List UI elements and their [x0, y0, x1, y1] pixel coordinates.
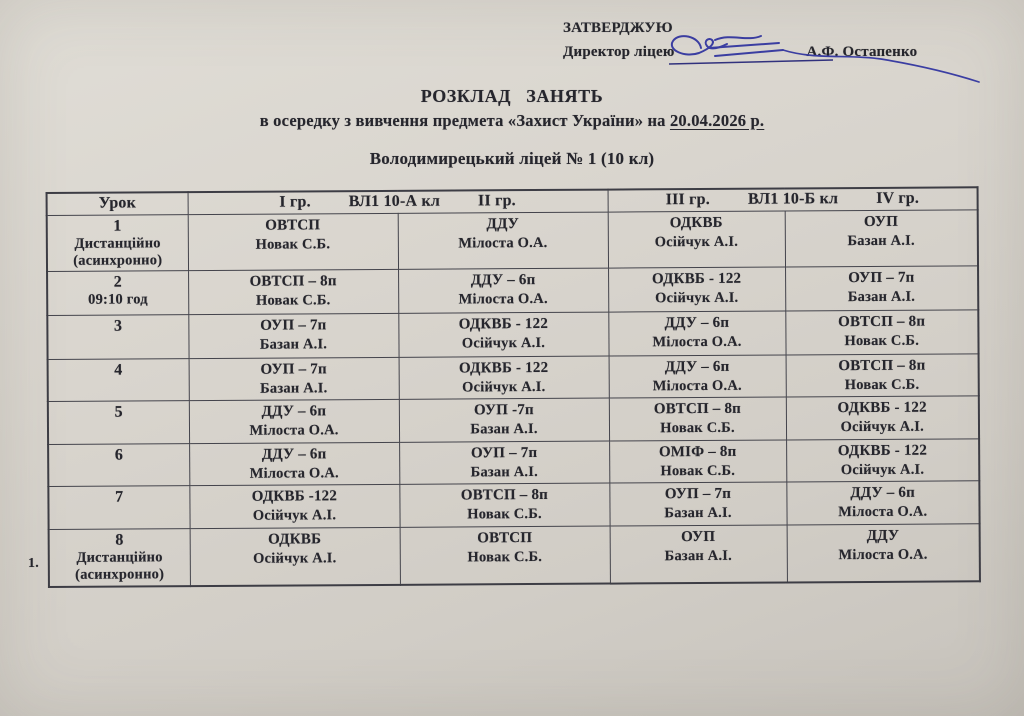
subject-text: ОДКВБ - 122 — [458, 315, 549, 333]
schedule-cell — [608, 311, 785, 356]
header-group-a-left: І гр. — [279, 193, 311, 211]
header-group-b — [608, 187, 978, 212]
approval-block — [563, 18, 917, 63]
subject-text: ОВТСП – 8п — [249, 273, 337, 290]
signer-name: А.Ф. Остапенко — [806, 44, 918, 60]
teacher-text: Осійчук А.І. — [840, 461, 925, 479]
header-group-a-right: ІІ гр. — [477, 192, 516, 210]
lesson-number: 2 — [113, 273, 122, 291]
schedule-cell — [786, 396, 979, 440]
lesson-note: (асинхронно) — [75, 566, 165, 583]
schedule-cell — [609, 440, 786, 483]
subject-text: ОВТСП – 8п — [838, 357, 926, 375]
subject-text: ОУП – 7п — [260, 361, 327, 378]
schedule-cell — [787, 524, 980, 582]
teacher-text: Базан А.І. — [470, 421, 538, 438]
header-group-b-left: ІІІ гр. — [665, 190, 710, 209]
schedule-cell — [608, 267, 785, 312]
subject-text: ДДУ — [486, 216, 520, 233]
teacher-text: Базан А.І. — [847, 288, 916, 306]
schedule-cell — [785, 210, 978, 267]
lesson-cell — [47, 215, 188, 272]
lesson-cell — [48, 444, 189, 487]
schedule-cell — [610, 525, 787, 583]
header-lesson: Урок — [47, 192, 188, 215]
schedule-cell — [609, 397, 786, 441]
subject-text: ОДКВБ - 122 — [837, 442, 928, 460]
schedule-cell — [785, 266, 978, 311]
schedule-cell — [400, 526, 610, 584]
teacher-text: Новак С.Б. — [255, 236, 331, 253]
teacher-text: Осійчук А.І. — [462, 378, 546, 396]
lesson-number: 6 — [114, 446, 124, 464]
subtitle-text: в осередку з вивчення предмета «Захист України» на — [259, 111, 670, 130]
subject-text: ОУП — [681, 528, 716, 546]
schedule-body — [47, 210, 980, 587]
header-class-10a: ВЛ1 10-А кл — [348, 192, 441, 211]
approval-role: Директор ліцею — [563, 44, 675, 60]
lesson-cell — [47, 271, 188, 316]
subject-text: ОВТСП – 8п — [653, 400, 742, 418]
table-row — [48, 439, 979, 487]
teacher-text: Мілоста О.А. — [652, 377, 742, 395]
table-row — [48, 396, 979, 445]
subject-text: ДДУ — [866, 527, 900, 544]
schedule-cell — [189, 357, 399, 400]
teacher-text: Новак С.Б. — [660, 462, 736, 480]
lesson-number: 4 — [114, 361, 123, 379]
teacher-text: Новак С.Б. — [255, 292, 331, 309]
subject-text: ОУП – 7п — [260, 317, 327, 334]
lesson-cell — [49, 529, 190, 587]
schedule-cell — [188, 313, 398, 358]
schedule-cell — [188, 213, 398, 270]
teacher-text: Мілоста О.А. — [838, 503, 928, 521]
schedule-cell — [189, 399, 399, 443]
subject-text: ОДКВБ - 122 — [837, 399, 927, 417]
teacher-text: Мілоста О.А. — [458, 234, 548, 252]
teacher-text: Базан А.І. — [664, 547, 732, 565]
teacher-text: Базан А.І. — [664, 504, 732, 522]
header-class-10b: ВЛ1 10-Б кл — [747, 190, 839, 208]
subject-text: ОУП -7п — [473, 402, 534, 419]
teacher-text: Осійчук А.І. — [654, 233, 739, 251]
subject-text: ОВТСП – 8п — [838, 313, 926, 331]
schedule-cell — [398, 268, 608, 313]
approval-stamp: ЗАТВЕРДЖУЮ — [563, 20, 673, 36]
subject-text: ДДУ – 6п — [664, 358, 730, 376]
schedule-cell — [399, 398, 609, 442]
schedule-cell — [398, 212, 608, 269]
subject-text: ДДУ – 6п — [664, 314, 730, 332]
school-name: Володимирецький ліцей № 1 (10 кл) — [369, 149, 655, 168]
subject-text: ОВТСП — [265, 217, 321, 234]
subject-text: ДДУ – 6п — [261, 446, 327, 463]
header-group-b-right: IV гр. — [876, 189, 920, 207]
schedule-date: 20.04.2026 р. — [669, 111, 765, 130]
schedule-cell — [188, 269, 398, 314]
lesson-cell — [48, 486, 189, 530]
teacher-text: Базан А.І. — [470, 464, 538, 481]
subject-text: ОДКВБ -122 — [251, 488, 338, 505]
subject-text: ОДКВБ — [268, 531, 322, 548]
lesson-number: 7 — [115, 488, 124, 506]
teacher-text: Новак С.Б. — [467, 505, 542, 523]
table-row — [48, 354, 979, 402]
lesson-note: Дистанційно — [76, 549, 163, 566]
teacher-text: Новак С.Б. — [467, 548, 543, 566]
schedule-cell — [785, 310, 978, 355]
subject-text: ОУП – 7п — [664, 485, 732, 503]
schedule-cell — [609, 482, 786, 526]
schedule-cell — [190, 527, 400, 585]
subject-text: ОМІФ – 8п — [658, 443, 737, 461]
table-row — [47, 310, 978, 360]
subject-text: ОВТСП — [477, 530, 533, 547]
lesson-cell — [47, 315, 188, 360]
subject-text: ДДУ – 6п — [470, 272, 536, 289]
document-title: РОЗКЛАД ЗАНЯТЬ — [420, 86, 604, 106]
schedule-cell — [608, 211, 785, 268]
lesson-note: Дистанційно — [74, 235, 161, 252]
document-subtitle — [0, 111, 1024, 131]
lesson-number: 5 — [114, 403, 123, 421]
teacher-text: Осійчук А.І. — [840, 418, 924, 436]
teacher-text: Осійчук А.І. — [461, 334, 546, 352]
subject-text: ОВТСП – 8п — [460, 486, 549, 504]
subject-text: ОУП – 7п — [470, 445, 538, 462]
schedule-cell — [399, 441, 609, 484]
subject-text: ОДКВБ — [669, 214, 723, 232]
schedule-cell — [609, 355, 786, 398]
teacher-text: Осійчук А.І. — [252, 507, 337, 524]
lesson-cell — [48, 401, 189, 445]
lesson-number: 8 — [115, 531, 124, 549]
subject-text: ОДКВБ - 122 — [651, 270, 742, 288]
schedule-cell — [399, 483, 609, 527]
lesson-note: (асинхронно) — [73, 252, 163, 269]
schedule-cell — [398, 312, 608, 357]
header-group-a — [188, 190, 608, 215]
lesson-number: 3 — [113, 317, 123, 335]
subject-text: ДДУ – 6п — [850, 484, 915, 502]
lesson-note: 09:10 год — [88, 291, 148, 308]
table-row — [47, 266, 978, 316]
schedule-cell — [399, 356, 609, 399]
teacher-text: Базан А.І. — [260, 380, 328, 397]
teacher-text: Новак С.Б. — [660, 419, 735, 437]
lesson-cell — [48, 359, 189, 402]
subject-text: ОУП – 7п — [848, 269, 915, 287]
table-row — [48, 481, 979, 530]
schedule-table-wrapper — [46, 186, 981, 587]
teacher-text: Новак С.Б. — [844, 332, 920, 350]
teacher-text: Мілоста О.А. — [838, 546, 928, 564]
teacher-text: Мілоста О.А. — [249, 422, 339, 439]
teacher-text: Новак С.Б. — [844, 376, 920, 394]
teacher-text: Мілоста О.А. — [652, 333, 742, 351]
teacher-text: Базан А.І. — [847, 232, 915, 250]
subject-text: ОДКВБ - 122 — [458, 359, 549, 377]
schedule-cell — [786, 481, 979, 525]
lesson-number: 1 — [113, 217, 122, 235]
teacher-text: Базан А.І. — [259, 336, 328, 353]
teacher-text: Мілоста О.А. — [249, 465, 339, 482]
teacher-text: Осійчук А.І. — [253, 550, 337, 567]
subject-text: ОУП — [863, 213, 899, 231]
schedule-cell — [786, 439, 979, 482]
schedule-table — [46, 186, 981, 587]
teacher-text: Осійчук А.І. — [655, 289, 739, 307]
approval-signature-line — [563, 42, 917, 63]
footnote-number: 1. — [28, 556, 39, 571]
table-row — [47, 210, 978, 272]
schedule-cell — [786, 354, 979, 397]
teacher-text: Мілоста О.А. — [458, 290, 548, 308]
table-row — [49, 524, 980, 587]
schedule-cell — [189, 442, 399, 485]
subject-text: ДДУ – 6п — [261, 403, 327, 420]
schedule-cell — [189, 484, 399, 528]
